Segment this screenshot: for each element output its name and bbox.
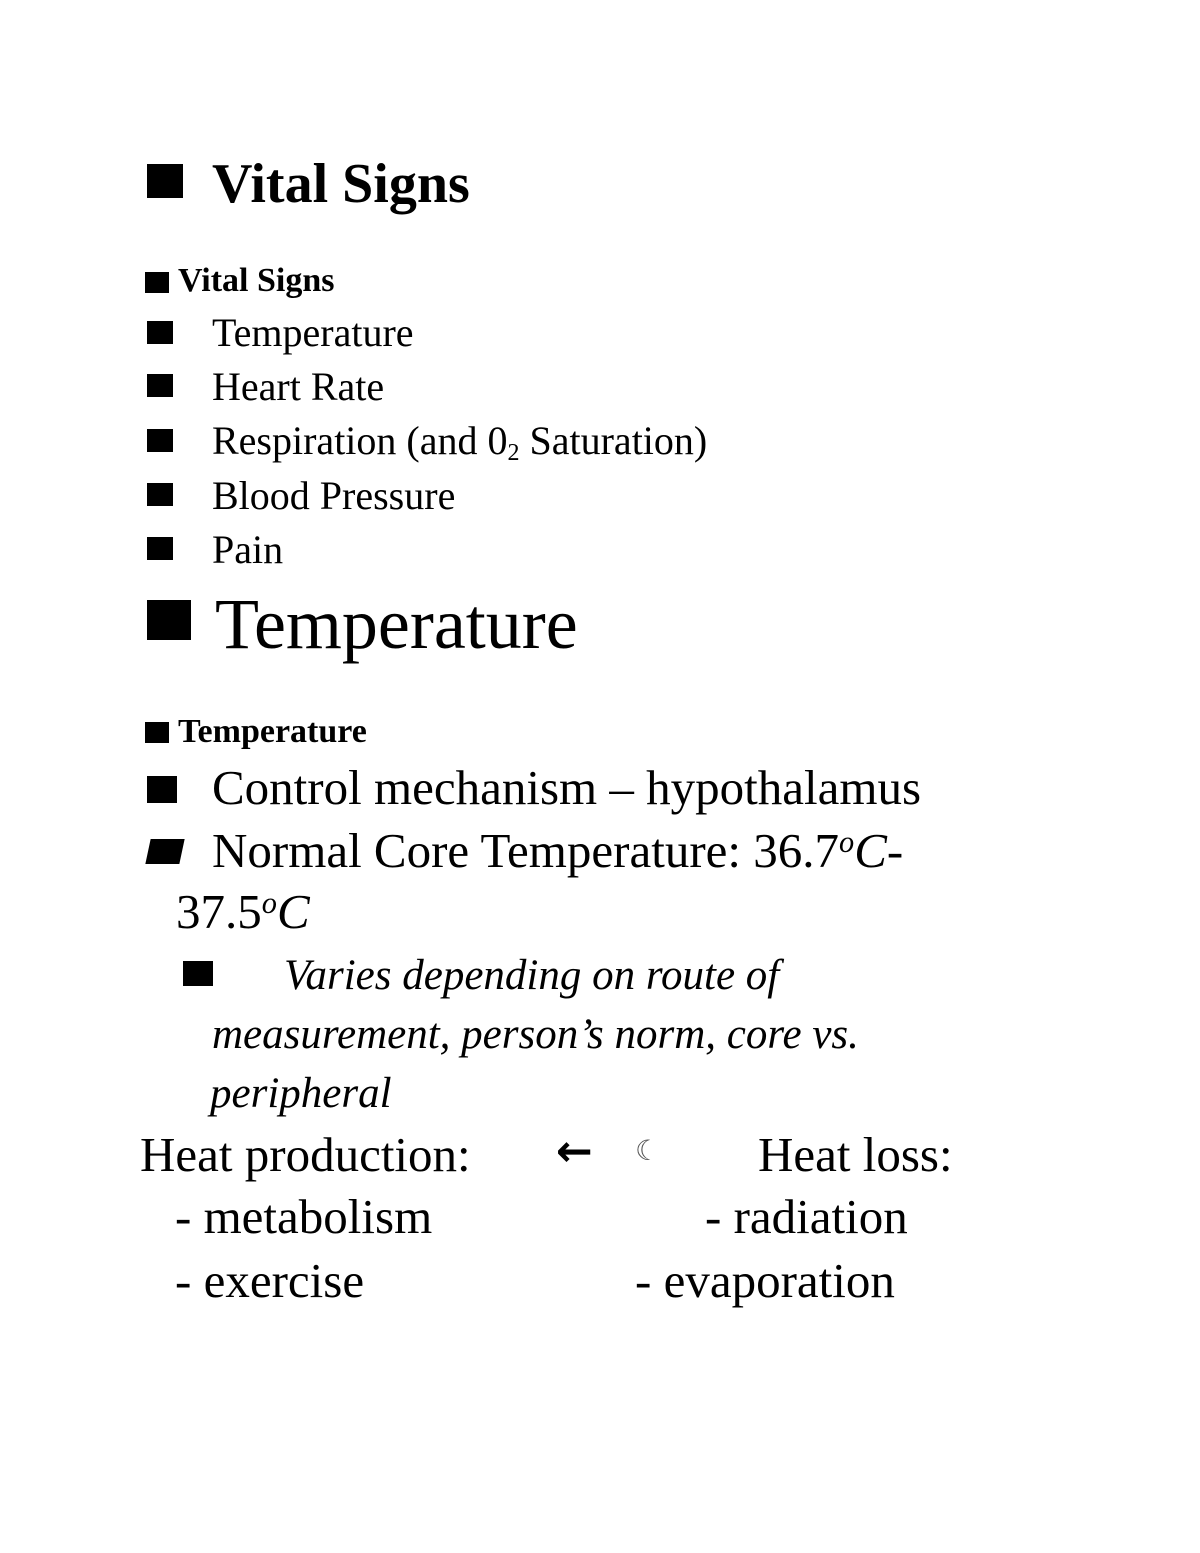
heading-bullet-icon bbox=[147, 600, 191, 640]
normal-core-temperature-text bbox=[212, 823, 904, 878]
degree-symbol: o bbox=[839, 824, 855, 859]
respiration-subscript: 2 bbox=[507, 440, 520, 466]
list-item-evaporation: - evaporation bbox=[635, 1253, 895, 1308]
respiration-text: Respiration (and 0 bbox=[212, 418, 508, 463]
bullet-icon bbox=[147, 483, 173, 506]
varies-text-line3: peripheral bbox=[210, 1070, 392, 1117]
heat-loss-label: Heat loss: bbox=[758, 1127, 953, 1182]
list-item-exercise: - exercise bbox=[175, 1253, 365, 1308]
upper-value: 37.5 bbox=[176, 884, 262, 939]
varies-text-line2: measurement, person’s norm, core vs. bbox=[212, 1011, 859, 1058]
list-item-metabolism: - metabolism bbox=[175, 1189, 433, 1244]
degree-symbol: o bbox=[261, 885, 277, 920]
control-mechanism-text: Control mechanism – hypothalamus bbox=[212, 760, 922, 815]
left-arrow-icon: ← bbox=[556, 1126, 593, 1177]
normal-core-temperature-continued bbox=[176, 884, 310, 939]
bullet-icon bbox=[147, 537, 173, 560]
sub-bullet-icon bbox=[183, 961, 213, 986]
bullet-icon bbox=[147, 776, 177, 803]
varies-text-line1: Varies depending on route of bbox=[284, 952, 780, 999]
section-title-temperature: Temperature bbox=[215, 584, 578, 664]
range-dash: - bbox=[886, 823, 904, 878]
bullet-icon bbox=[147, 429, 173, 452]
subtitle-temperature: Temperature bbox=[178, 713, 367, 750]
list-item-pain: Pain bbox=[212, 527, 284, 572]
unit-celsius: C bbox=[854, 823, 887, 878]
bullet-icon bbox=[145, 839, 184, 864]
list-item-blood-pressure: Blood Pressure bbox=[212, 473, 456, 518]
bullet-icon bbox=[147, 374, 173, 397]
moon-icon: ☾ bbox=[635, 1134, 661, 1167]
normal-core-label: Normal Core Temperature: 36.7 bbox=[212, 823, 840, 878]
list-item-respiration bbox=[212, 418, 708, 466]
heat-production-label: Heat production: bbox=[140, 1127, 471, 1182]
subheading-bullet-icon bbox=[145, 272, 169, 293]
list-item-temperature: Temperature bbox=[212, 310, 414, 355]
subheading-bullet-icon bbox=[145, 722, 169, 743]
respiration-text-end: Saturation) bbox=[519, 418, 708, 463]
unit-celsius: C bbox=[276, 884, 310, 939]
heading-bullet-icon bbox=[147, 164, 183, 198]
list-item-heart-rate: Heart Rate bbox=[212, 364, 385, 409]
section-title-vital-signs: Vital Signs bbox=[212, 153, 470, 215]
bullet-icon bbox=[147, 321, 173, 344]
subtitle-vital-signs: Vital Signs bbox=[178, 262, 335, 299]
list-item-radiation: - radiation bbox=[705, 1189, 908, 1244]
